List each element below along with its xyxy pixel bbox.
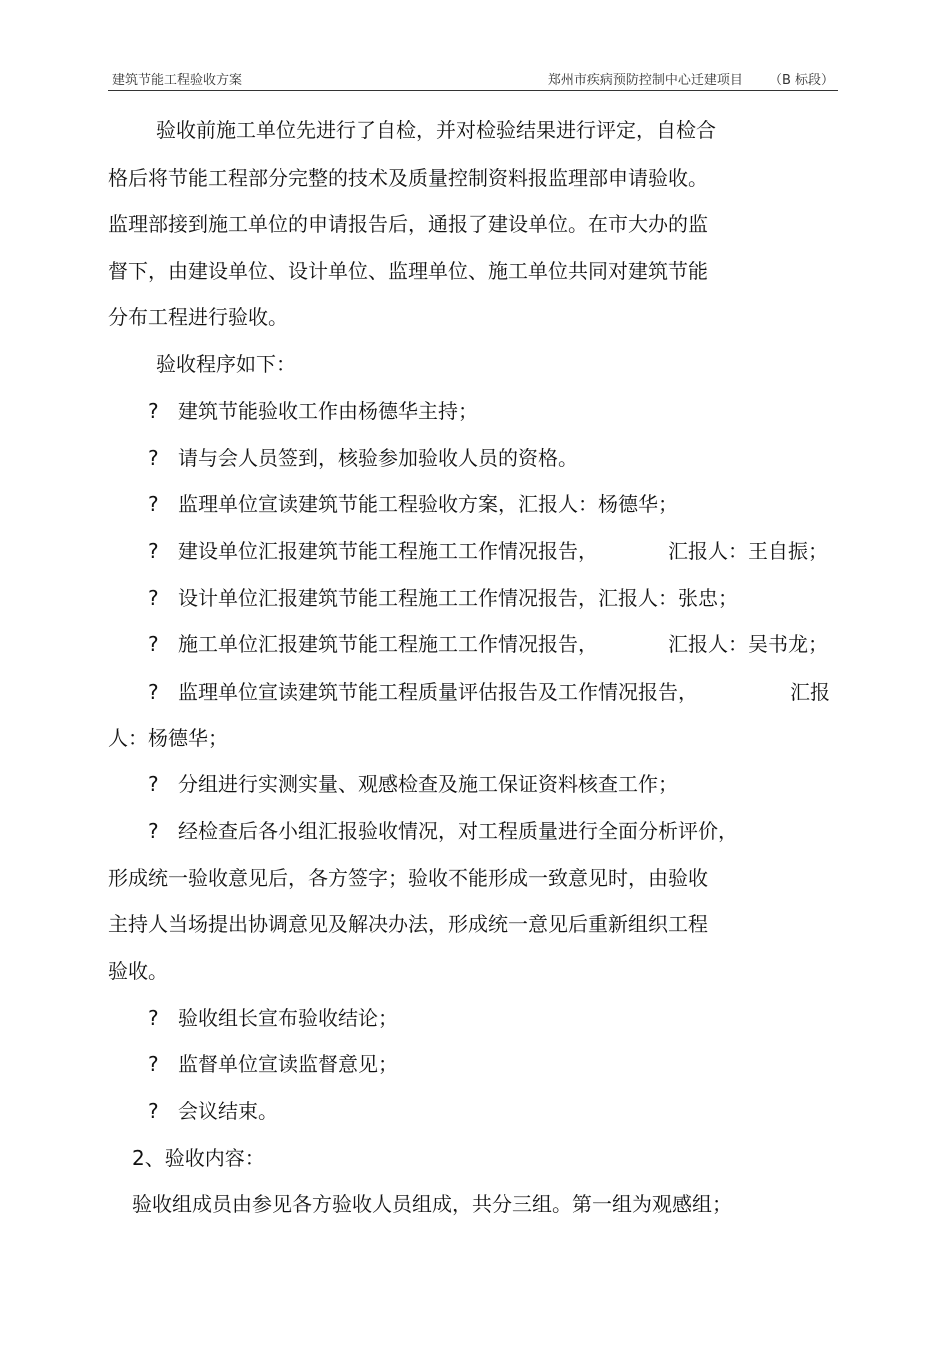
step-item: 经检查后各小组汇报验收情况，对工程质量进行全面分析评价， xyxy=(178,819,738,843)
step-reporter: 汇报人：王自振； xyxy=(668,539,828,563)
bullet-marker: ? xyxy=(148,632,159,656)
paragraph-line: 分布工程进行验收。 xyxy=(108,305,288,329)
step-continuation: 形成统一验收意见后，各方签字；验收不能形成一致意见时，由验收 xyxy=(108,866,708,890)
paragraph-line: 格后将节能工程部分完整的技术及质量控制资料报监理部申请验收。 xyxy=(108,166,708,190)
bullet-marker: ? xyxy=(148,539,159,563)
step-item: 施工单位汇报建筑节能工程施工工作情况报告， xyxy=(178,632,598,656)
bullet-marker: ? xyxy=(148,446,159,470)
step-item: 监理单位宣读建筑节能工程质量评估报告及工作情况报告， xyxy=(178,680,698,704)
procedure-title: 验收程序如下： xyxy=(156,352,296,376)
step-reporter: 汇报人：吴书龙； xyxy=(668,632,828,656)
page-header xyxy=(108,64,838,91)
bullet-marker: ? xyxy=(148,680,159,704)
paragraph-line: 验收前施工单位先进行了自检，并对检验结果进行评定，自检合 xyxy=(156,118,716,142)
header-document-title: 建筑节能工程验收方案 xyxy=(112,73,243,88)
step-reporter: 汇报 xyxy=(790,680,830,704)
bullet-marker: ? xyxy=(148,819,159,843)
step-continuation: 人：杨德华； xyxy=(108,726,228,750)
step-continuation: 验收。 xyxy=(108,959,168,983)
bullet-marker: ? xyxy=(148,1052,159,1076)
step-item: 设计单位汇报建筑节能工程施工工作情况报告，汇报人：张忠； xyxy=(178,586,738,610)
paragraph-line: 验收组成员由参见各方验收人员组成，共分三组。第一组为观感组； xyxy=(132,1192,732,1216)
header-project-name: 郑州市疾病预防控制中心迁建项目 xyxy=(547,73,743,88)
step-item: 建设单位汇报建筑节能工程施工工作情况报告， xyxy=(178,539,598,563)
section-heading: 2、验收内容： xyxy=(132,1146,265,1170)
header-section: （B 标段） xyxy=(768,73,834,88)
step-continuation: 主持人当场提出协调意见及解决办法，形成统一意见后重新组织工程 xyxy=(108,912,708,936)
paragraph-line: 督下，由建设单位、设计单位、监理单位、施工单位共同对建筑节能 xyxy=(108,259,708,283)
bullet-marker: ? xyxy=(148,772,159,796)
header-project xyxy=(548,69,834,88)
bullet-marker: ? xyxy=(148,1099,159,1123)
step-item: 会议结束。 xyxy=(178,1099,278,1123)
bullet-marker: ? xyxy=(148,492,159,516)
step-item: 监督单位宣读监督意见； xyxy=(178,1052,398,1076)
step-item: 监理单位宣读建筑节能工程验收方案，汇报人：杨德华； xyxy=(178,492,678,516)
bullet-marker: ? xyxy=(148,1006,159,1030)
step-item: 验收组长宣布验收结论； xyxy=(178,1006,398,1030)
step-item: 建筑节能验收工作由杨德华主持； xyxy=(178,399,478,423)
bullet-marker: ? xyxy=(148,399,159,423)
bullet-marker: ? xyxy=(148,586,159,610)
step-item: 分组进行实测实量、观感检查及施工保证资料核查工作； xyxy=(178,772,678,796)
paragraph-line: 监理部接到施工单位的申请报告后，通报了建设单位。在市大办的监 xyxy=(108,212,708,236)
step-item: 请与会人员签到，核验参加验收人员的资格。 xyxy=(178,446,578,470)
